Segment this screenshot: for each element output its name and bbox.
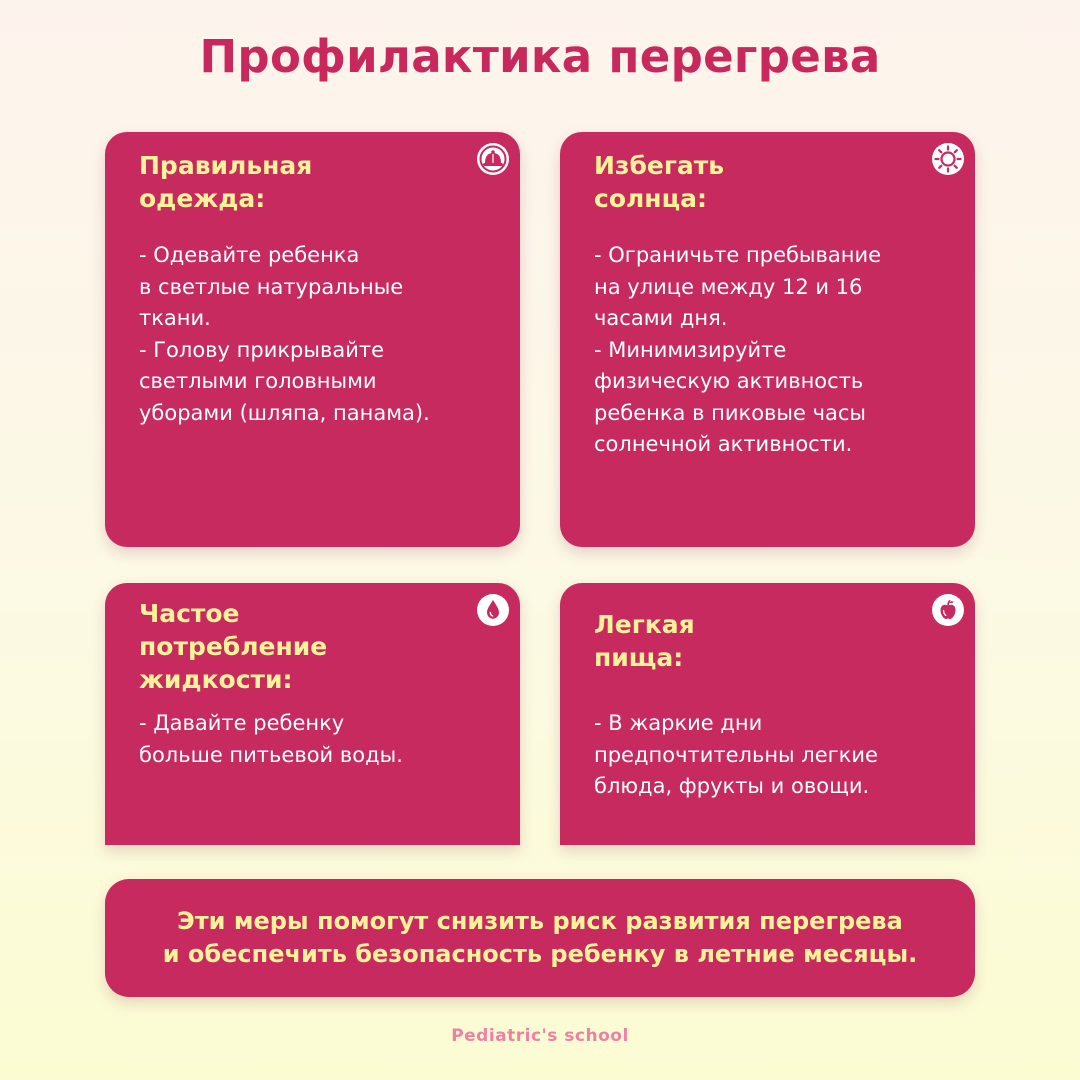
card-heading: Избегать солнца: [594, 151, 725, 213]
card-avoid-sun [560, 132, 975, 547]
sun-icon [931, 142, 965, 176]
card-heading: Частое потребление жидкости: [139, 599, 328, 694]
brand-logo: Pediatric's school [451, 1026, 629, 1046]
card-text: - Одевайте ребенка в светлые натуральные ткани. - Голову прикрывайте светлыми головными уборами (шляпа, панама). [139, 243, 430, 425]
apple-icon [931, 593, 965, 627]
cap-icon [476, 142, 510, 176]
card-text: - В жаркие дни предпочтительны легкие блюда, фрукты и овощи. [594, 711, 878, 798]
card-light-food [560, 583, 975, 845]
page-title: Профилактика перегрева [199, 30, 881, 83]
card-heading: Правильная одежда: [139, 151, 313, 213]
water-drop-icon [476, 593, 510, 627]
card-text: - Давайте ребенку больше питьевой воды. [139, 711, 403, 767]
summary-text: Эти меры помогут снизить риск развития перегрева и обеспечить безопасность ребенку в летние месяцы. [162, 907, 918, 968]
card-clothing [105, 132, 520, 547]
card-heading: Легкая пища: [594, 610, 695, 672]
summary-banner [105, 879, 975, 997]
card-text: - Ограничьте пребывание на улице между 12 и 16 часами дня. - Минимизируйте физическую активность ребенка в пиковые часы солнечной активности. [594, 243, 882, 456]
card-frequent-fluids [105, 583, 520, 845]
